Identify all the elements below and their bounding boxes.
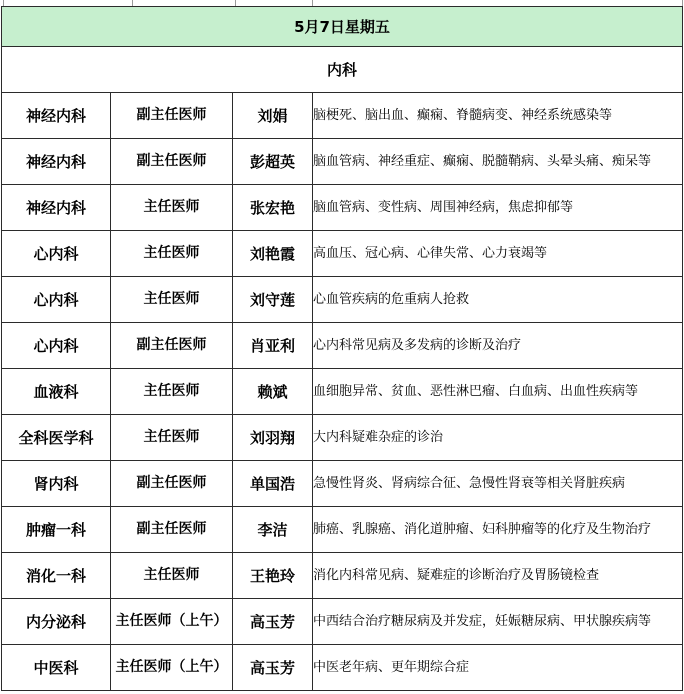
table-row bbox=[2, 139, 683, 185]
doctor-name-cell: 刘娟 bbox=[233, 93, 313, 139]
department-cell: 心内科 bbox=[2, 323, 111, 369]
department-cell: 心内科 bbox=[2, 277, 111, 323]
table-row bbox=[2, 415, 683, 461]
title-cell: 主任医师 bbox=[111, 231, 233, 277]
title-cell: 主任医师 bbox=[111, 277, 233, 323]
title-cell: 主任医师 bbox=[111, 185, 233, 231]
doctor-name-cell: 刘羽翔 bbox=[233, 415, 313, 461]
specialty-cell: 中西结合治疗糖尿病及并发症，妊娠糖尿病、甲状腺疾病等 bbox=[313, 599, 683, 645]
schedule-date-header: 5月7日星期五 bbox=[2, 7, 683, 47]
table-row bbox=[2, 461, 683, 507]
department-cell: 神经内科 bbox=[2, 185, 111, 231]
specialty-cell: 消化内科常见病、疑难症的诊断治疗及胃肠镜检查 bbox=[313, 553, 683, 599]
specialty-cell: 心血管疾病的危重病人抢救 bbox=[313, 277, 683, 323]
table-row bbox=[2, 553, 683, 599]
doctor-name-cell: 单国浩 bbox=[233, 461, 313, 507]
specialty-cell: 急慢性肾炎、肾病综合征、急慢性肾衰等相关肾脏疾病 bbox=[313, 461, 683, 507]
department-cell: 神经内科 bbox=[2, 139, 111, 185]
doctor-name-cell: 李洁 bbox=[233, 507, 313, 553]
table-row bbox=[2, 645, 683, 691]
specialty-cell: 脑梗死、脑出血、癫痫、脊髓病变、神经系统感染等 bbox=[313, 93, 683, 139]
department-cell: 肿瘤一科 bbox=[2, 507, 111, 553]
doctor-name-cell: 王艳玲 bbox=[233, 553, 313, 599]
doctor-name-cell: 赖斌 bbox=[233, 369, 313, 415]
table-row bbox=[2, 231, 683, 277]
department-cell: 心内科 bbox=[2, 231, 111, 277]
table-row bbox=[2, 599, 683, 645]
specialty-cell: 心内科常见病及多发病的诊断及治疗 bbox=[313, 323, 683, 369]
doctor-name-cell: 张宏艳 bbox=[233, 185, 313, 231]
doctor-name-cell: 刘守莲 bbox=[233, 277, 313, 323]
title-cell: 主任医师（上午） bbox=[111, 599, 233, 645]
doctor-name-cell: 刘艳霞 bbox=[233, 231, 313, 277]
department-cell: 全科医学科 bbox=[2, 415, 111, 461]
specialty-cell: 大内科疑难杂症的诊治 bbox=[313, 415, 683, 461]
doctor-name-cell: 高玉芳 bbox=[233, 599, 313, 645]
title-cell: 副主任医师 bbox=[111, 139, 233, 185]
title-cell: 主任医师 bbox=[111, 415, 233, 461]
specialty-cell: 中医老年病、更年期综合症 bbox=[313, 645, 683, 691]
title-cell: 副主任医师 bbox=[111, 323, 233, 369]
table-row bbox=[2, 185, 683, 231]
doctor-schedule-table bbox=[1, 6, 683, 691]
title-cell: 副主任医师 bbox=[111, 507, 233, 553]
specialty-cell: 肺癌、乳腺癌、消化道肿瘤、妇科肿瘤等的化疗及生物治疗 bbox=[313, 507, 683, 553]
doctor-name-cell: 高玉芳 bbox=[233, 645, 313, 691]
department-cell: 肾内科 bbox=[2, 461, 111, 507]
table-row bbox=[2, 277, 683, 323]
specialty-cell: 高血压、冠心病、心律失常、心力衰竭等 bbox=[313, 231, 683, 277]
title-cell: 主任医师 bbox=[111, 369, 233, 415]
table-row bbox=[2, 369, 683, 415]
specialty-cell: 脑血管病、神经重症、癫痫、脱髓鞘病、头晕头痛、痴呆等 bbox=[313, 139, 683, 185]
table-row bbox=[2, 93, 683, 139]
department-cell: 血液科 bbox=[2, 369, 111, 415]
title-cell: 主任医师（上午） bbox=[111, 645, 233, 691]
table-row bbox=[2, 323, 683, 369]
title-cell: 副主任医师 bbox=[111, 93, 233, 139]
department-cell: 神经内科 bbox=[2, 93, 111, 139]
department-cell: 消化一科 bbox=[2, 553, 111, 599]
table-row bbox=[2, 507, 683, 553]
title-cell: 副主任医师 bbox=[111, 461, 233, 507]
doctor-name-cell: 肖亚利 bbox=[233, 323, 313, 369]
specialty-cell: 血细胞异常、贫血、恶性淋巴瘤、白血病、出血性疾病等 bbox=[313, 369, 683, 415]
section-title: 内科 bbox=[2, 47, 683, 93]
specialty-cell: 脑血管病、变性病、周围神经病，焦虑抑郁等 bbox=[313, 185, 683, 231]
department-cell: 内分泌科 bbox=[2, 599, 111, 645]
department-cell: 中医科 bbox=[2, 645, 111, 691]
title-cell: 主任医师 bbox=[111, 553, 233, 599]
doctor-name-cell: 彭超英 bbox=[233, 139, 313, 185]
